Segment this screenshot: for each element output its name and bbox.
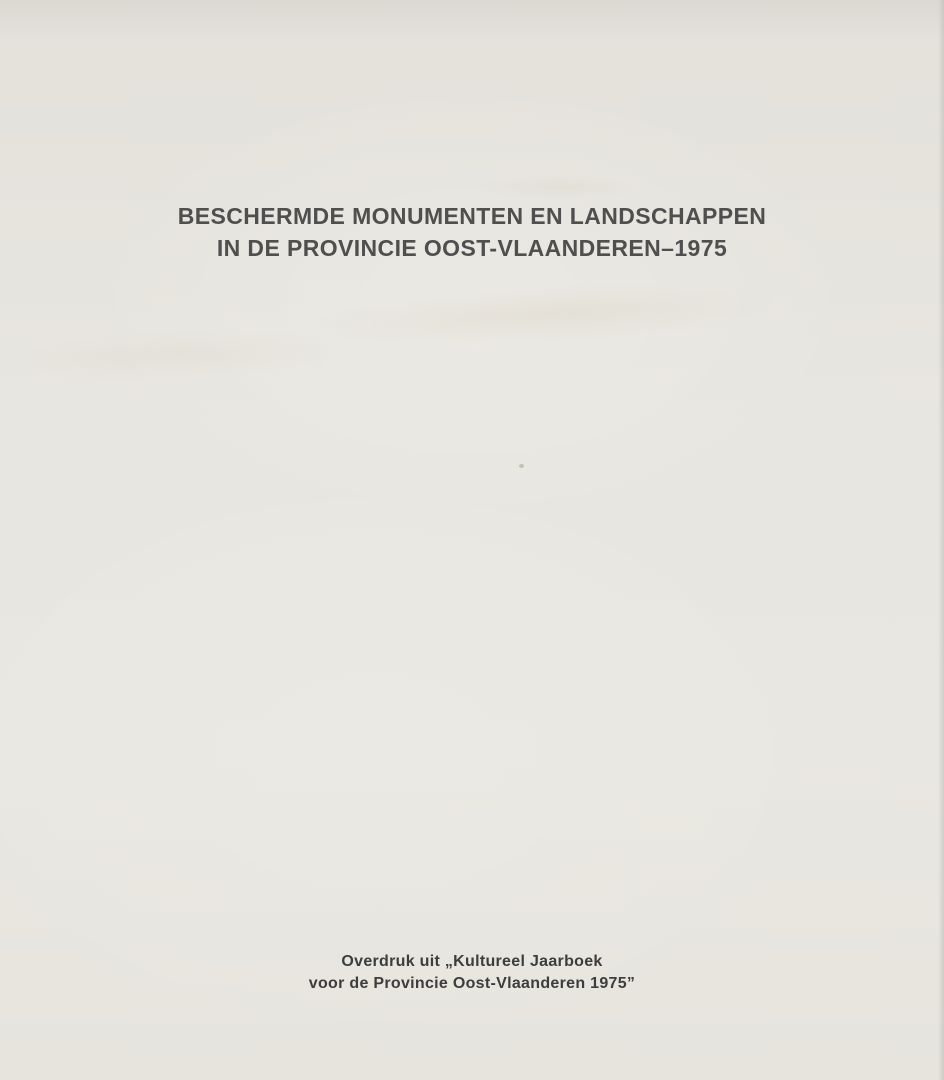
- cover-subtitle: [0, 951, 944, 995]
- paper-stain: [0, 324, 361, 387]
- paper-speck: [519, 464, 524, 468]
- cover-subtitle-line-1: Overdruk uit „Kultureel Jaarboek: [341, 953, 603, 970]
- paper-edge-right: [938, 0, 944, 1080]
- cover-title-line-2: IN DE PROVINCIE OOST-VLAANDEREN–1975: [216, 235, 728, 261]
- paper-edge-top: [0, 0, 944, 40]
- cover-subtitle-line-2: voor de Provincie Oost-Vlaanderen 1975”: [308, 975, 636, 992]
- paper-stain: [470, 175, 650, 199]
- cover-title: [0, 200, 944, 264]
- paper-stain: [299, 272, 781, 357]
- cover-title-line-1: BESCHERMDE MONUMENTEN EN LANDSCHAPPEN: [177, 203, 767, 229]
